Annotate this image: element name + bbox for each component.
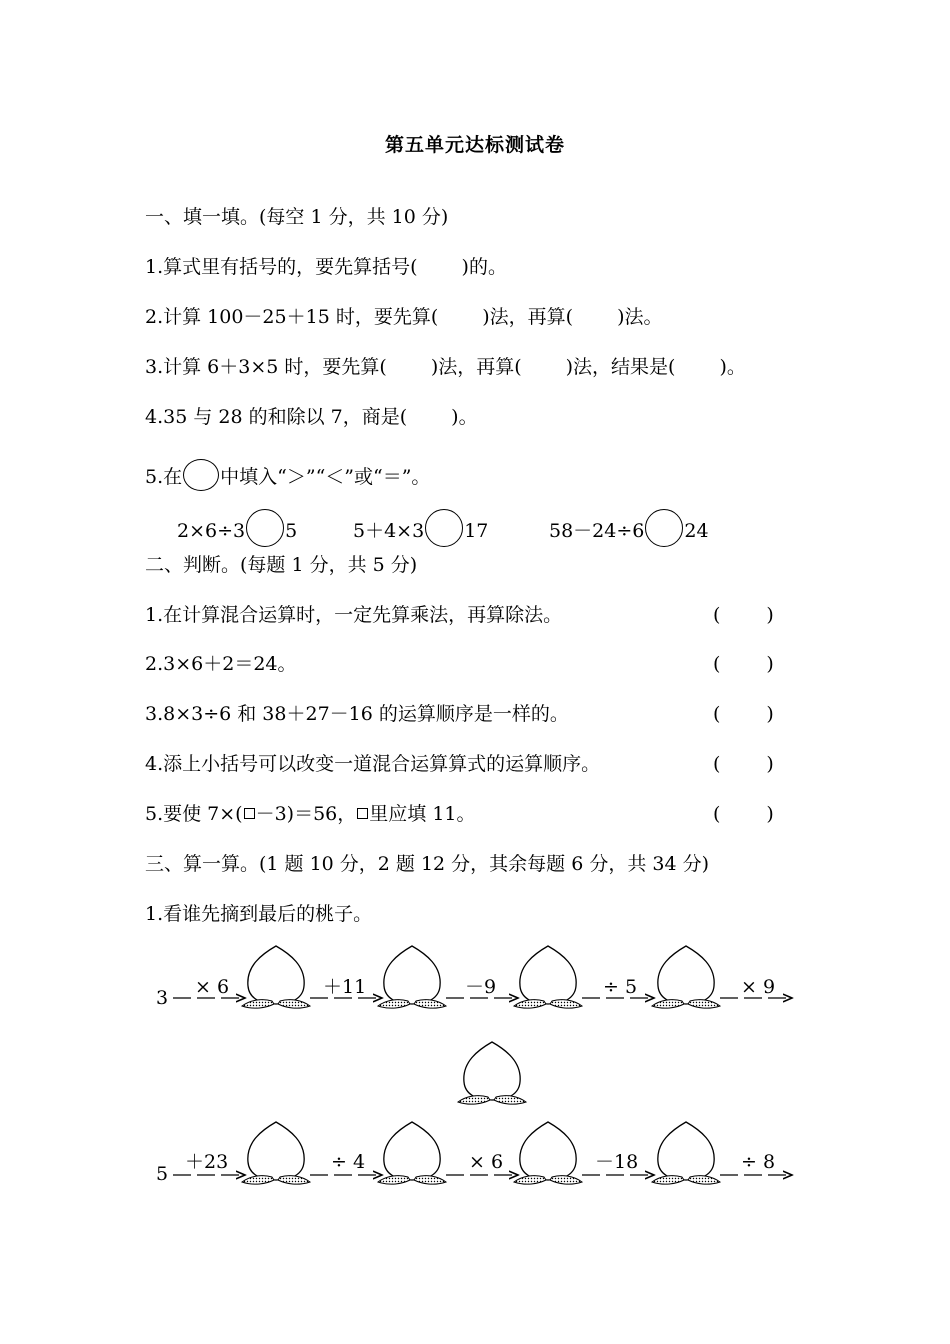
paren-close: ) [766,604,774,626]
section3-heading: 三、算一算。(1 题 10 分，2 题 12 分，其余每题 6 分，共 34 分) [145,853,710,875]
paren-open: ( [713,753,721,775]
paren-close: ) [766,803,774,825]
page-title: 第五单元达标测试卷 [384,134,565,156]
peach-icon[interactable] [514,1122,582,1184]
chain1-op-4: ÷ 5 [603,976,638,998]
section1-heading: 一、填一填。(每空 1 分，共 10 分) [145,206,449,228]
chain2-op-5: ÷ 8 [741,1151,776,1173]
compare-left: 5＋4×3 [353,520,425,542]
peach-icon[interactable] [458,1042,526,1104]
judge-q5-text-a: 5.要使 7×( [145,803,243,825]
section2-heading: 二、判断。(每题 1 分，共 5 分) [145,554,418,576]
fill-q2-text-a: 2.计算 100－25＋15 时，要先算( [145,306,439,328]
chain2-op-1: ＋23 [185,1151,229,1173]
calc-question-1: 1.看谁先摘到最后的桃子。 [145,903,373,925]
chain1-start: 3 [156,987,169,1009]
peach-icon[interactable] [652,946,720,1008]
paren-open: ( [713,653,721,675]
fill-q3-text-a: 3.计算 6＋3×5 时，要先算( [145,356,387,378]
compare-left: 2×6÷3 [177,520,246,542]
compare-right: 5 [285,520,298,542]
judge-q5-text-c: 里应填 11。 [369,803,476,825]
compare-right: 17 [464,520,489,542]
fill-q2-text-c: )法。 [617,306,663,328]
judge-question-2: 2.3×6＋2＝24。 [145,653,297,675]
chain2-op-4: －18 [595,1151,639,1173]
judge-question-3: 3.8×3÷6 和 38＋27－16 的运算顺序是一样的。 [145,703,569,725]
paren-close: ) [766,653,774,675]
judge-question-4: 4.添上小括号可以改变一道混合运算算式的运算顺序。 [145,753,601,775]
fill-q1-text-a: 1.算式里有括号的，要先算括号( [145,256,418,278]
peach-icon[interactable] [242,1122,310,1184]
paren-open: ( [713,703,721,725]
paren-close: ) [766,703,774,725]
fill-q3-text-d: )。 [719,356,746,378]
chain1-op-3: －9 [465,976,497,998]
chain2-op-2: ÷ 4 [331,1151,366,1173]
fill-q1-text-b: )的。 [461,256,507,278]
fill-q5-text-b: 中填入“＞”“＜”或“＝”。 [220,466,431,488]
fill-q4-text-b: )。 [451,406,478,428]
peach-icon[interactable] [378,946,446,1008]
fill-q2-text-b: )法，再算( [482,306,574,328]
peach-icon[interactable] [242,946,310,1008]
compare-right: 24 [684,520,709,542]
chain1-op-2: ＋11 [323,976,367,998]
judge-q5-text-b: －3)＝56， [255,803,357,825]
chain1-op-1: × 6 [195,976,230,998]
peach-icon[interactable] [378,1122,446,1184]
fill-q4-text-a: 4.35 与 28 的和除以 7，商是( [145,406,408,428]
chain2-op-3: × 6 [469,1151,504,1173]
fill-q5-text-a: 5.在 [145,466,183,488]
peach-icon[interactable] [514,946,582,1008]
chain2-start: 5 [156,1163,169,1185]
peach-icon[interactable] [652,1122,720,1184]
judge-question-1: 1.在计算混合运算时，一定先算乘法，再算除法。 [145,604,563,626]
chain1-op-5: × 9 [741,976,776,998]
compare-left: 58－24÷6 [549,520,645,542]
paren-close: ) [766,753,774,775]
fill-q3-text-c: )法，结果是( [565,356,676,378]
paren-open: ( [713,604,721,626]
fill-q3-text-b: )法，再算( [430,356,522,378]
paren-open: ( [713,803,721,825]
